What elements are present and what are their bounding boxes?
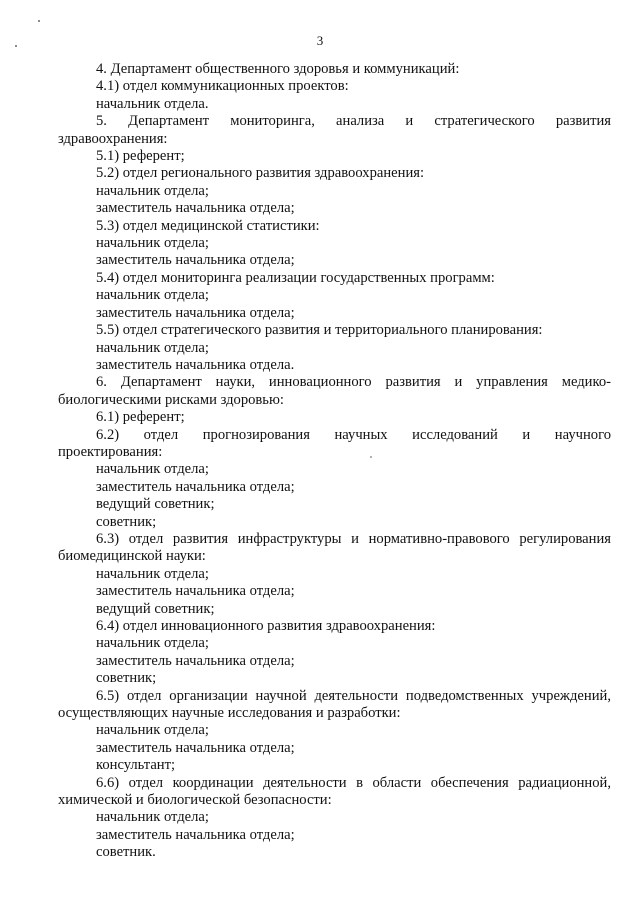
document-line: 6.1) референт; — [96, 409, 185, 426]
document-line: заместитель начальника отдела; — [96, 252, 295, 269]
document-line: 6.3) отдел развития инфраструктуры и нормативно-правового регулирования — [96, 530, 611, 547]
document-line: начальник отдела; — [96, 461, 209, 478]
document-line: начальник отдела; — [96, 565, 209, 582]
document-line: осуществляющих научные исследования и разработки: — [58, 705, 401, 722]
document-line: начальник отдела; — [96, 287, 209, 304]
document-line: консультант; — [96, 757, 176, 774]
document-line: заместитель начальника отдела; — [96, 200, 295, 217]
document-line: 5.5) отдел стратегического развития и территориального планирования: — [96, 322, 543, 339]
document-line: 5.3) отдел медицинской статистики: — [96, 217, 320, 234]
scan-speck — [38, 20, 40, 22]
document-line: начальник отдела; — [96, 722, 209, 739]
document-line: заместитель начальника отдела; — [96, 583, 295, 600]
document-line: 5.1) референт; — [96, 148, 185, 165]
document-line: 6.5) отдел организации научной деятельности подведомственных учреждений, — [96, 687, 611, 704]
document-line: заместитель начальника отдела. — [96, 356, 295, 373]
page-number: 3 — [316, 33, 324, 48]
document-line: проектирования: — [58, 443, 163, 460]
document-line: 4. Департамент общественного здоровья и коммуникаций: — [96, 61, 460, 77]
document-line: советник. — [96, 844, 156, 861]
document-line: начальник отдела; — [96, 339, 209, 356]
document-line: ведущий советник; — [96, 600, 215, 617]
document-line: ведущий советник; — [96, 496, 215, 513]
document-line: начальник отдела; — [96, 182, 209, 199]
document-line: начальник отдела; — [96, 235, 209, 252]
document-line: 6.4) отдел инновационного развития здравоохранения: — [96, 618, 436, 634]
document-line: 6.6) отдел координации деятельности в области обеспечения радиационной, — [96, 774, 611, 791]
document-line: 5.2) отдел регионального развития здравоохранения: — [96, 165, 425, 182]
document-body — [58, 61, 611, 862]
document-line: заместитель начальника отдела; — [96, 826, 295, 843]
document-line: заместитель начальника отдела; — [96, 478, 295, 495]
document-line: 5.4) отдел мониторинга реализации государственных программ: — [96, 269, 495, 286]
document-line: заместитель начальника отдела; — [96, 304, 295, 321]
document-line: 6.2) отдел прогнозирования научных исследований и научного — [96, 426, 611, 443]
document-line: заместитель начальника отдела; — [96, 739, 295, 756]
document-line: начальник отдела; — [96, 635, 209, 652]
document-line: 5. Департамент мониторинга, анализа и стратегического развития — [96, 113, 611, 130]
document-line: советник; — [96, 513, 157, 530]
document-line: 4.1) отдел коммуникационных проектов: — [96, 78, 349, 95]
document-line: химической и биологической безопасности: — [58, 792, 332, 809]
document-line: советник; — [96, 670, 157, 687]
document-line: заместитель начальника отдела; — [96, 652, 295, 669]
document-line: биологическими рисками здоровью: — [58, 391, 284, 408]
document-line: здравоохранения: — [58, 130, 168, 147]
document-line: начальник отдела. — [96, 95, 209, 112]
document-line: начальник отдела; — [96, 809, 209, 826]
document-line: 6. Департамент науки, инновационного развития и управления медико- — [96, 374, 611, 391]
scan-speck — [15, 45, 17, 47]
document-line: биомедицинской науки: — [58, 548, 206, 565]
